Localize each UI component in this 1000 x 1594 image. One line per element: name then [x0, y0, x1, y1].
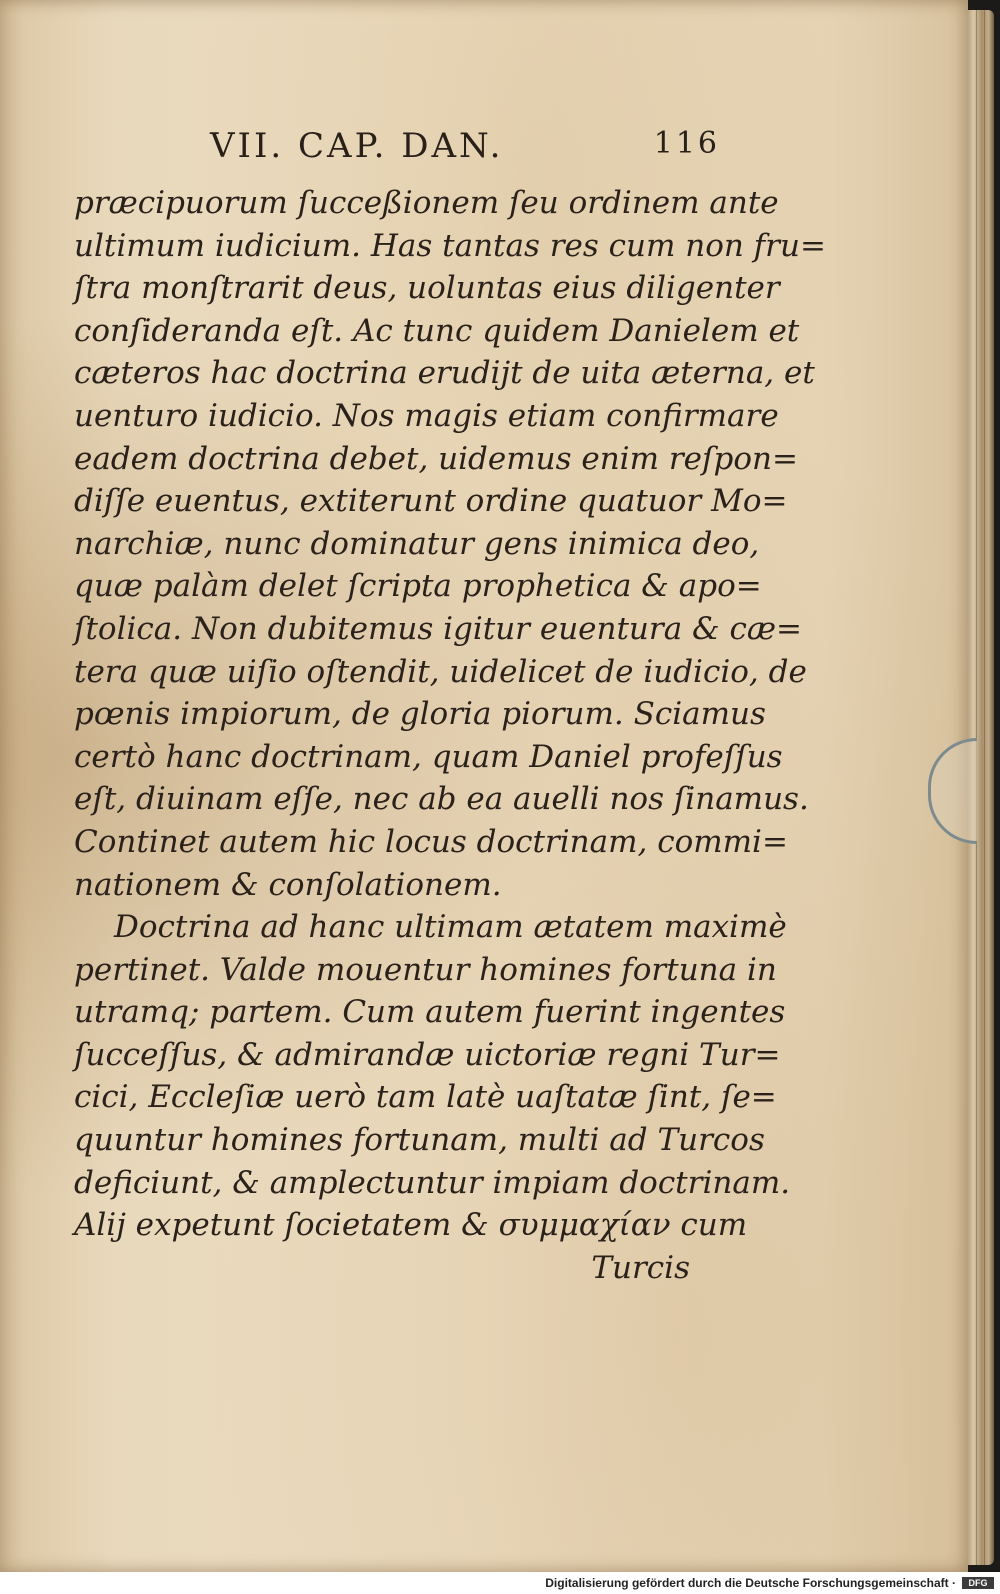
text-line: Alij expetunt ſocietatem & συμμαχίαν cum	[74, 1207, 748, 1244]
text-line: conſideranda eſt. Ac tunc quidem Danielem et	[74, 312, 800, 349]
text-line: narchiæ, nunc dominatur gens inimica deo,	[74, 525, 760, 562]
text-line: eadem doctrina debet, uidemus enim reſpon=	[74, 440, 798, 477]
text-line: eſt, diuinam eſſe, nec ab ea auelli nos ſinamus.	[74, 781, 809, 818]
text-line: Continet autem hic locus doctrinam, commi=	[74, 823, 788, 860]
main-text	[74, 182, 826, 1289]
running-header	[210, 126, 720, 172]
running-title: VII. CAP. DAN.	[210, 126, 504, 166]
footer-credit	[0, 1572, 1000, 1594]
text-line: diſſe euentus, extiterunt ordine quatuor Mo=	[74, 483, 788, 520]
text-line: cici, Eccleſiæ uerò tam latè uaſtatæ ſint, ſe=	[74, 1079, 777, 1116]
text-line: ſucceſſus, & admirandæ uictoriæ regni Tur=	[74, 1036, 781, 1073]
text-line: ſtra monſtrarit deus, uoluntas eius diligenter	[74, 270, 780, 307]
text-line: quuntur homines fortunam, multi ad Turcos	[74, 1122, 765, 1159]
catchword: Turcis	[591, 1249, 690, 1286]
text-line: nationem & conſolationem.	[74, 866, 502, 903]
text-line: deficiunt, & amplectuntur impiam doctrinam.	[74, 1164, 791, 1201]
text-line: pertinet. Valde mouentur homines fortuna in	[74, 951, 777, 988]
text-line: utramq; partem. Cum autem fuerint ingentes	[74, 994, 786, 1031]
text-line: cæteros hac doctrina erudijt de uita æterna, et	[74, 355, 815, 392]
text-line: præcipuorum ſucceßionem ſeu ordinem ante	[74, 185, 779, 221]
text-line: quæ palàm delet ſcripta prophetica & apo=	[74, 568, 762, 605]
text-line: tera quæ uiſio oſtendit, uidelicet de iudicio, de	[74, 653, 807, 690]
credit-text: Digitalisierung gefördert durch die Deutsche Forschungsgemeinschaft ·	[545, 1576, 956, 1590]
text-line: ultimum iudicium. Has tantas res cum non fru=	[74, 227, 826, 264]
text-line: ſtolica. Non dubitemus igitur euentura & cæ=	[74, 610, 802, 647]
dfg-logo: DFG	[962, 1577, 994, 1589]
text-line: pœnis impiorum, de gloria piorum. Sciamus	[74, 696, 766, 733]
text-line: Doctrina ad hanc ultimam ætatem maximè	[114, 909, 787, 946]
text-line: certò hanc doctrinam, quam Daniel profeſſus	[74, 738, 783, 775]
text-line: uenturo iudicio. Nos magis etiam confirmare	[74, 397, 779, 434]
page-number: 116	[653, 126, 720, 161]
